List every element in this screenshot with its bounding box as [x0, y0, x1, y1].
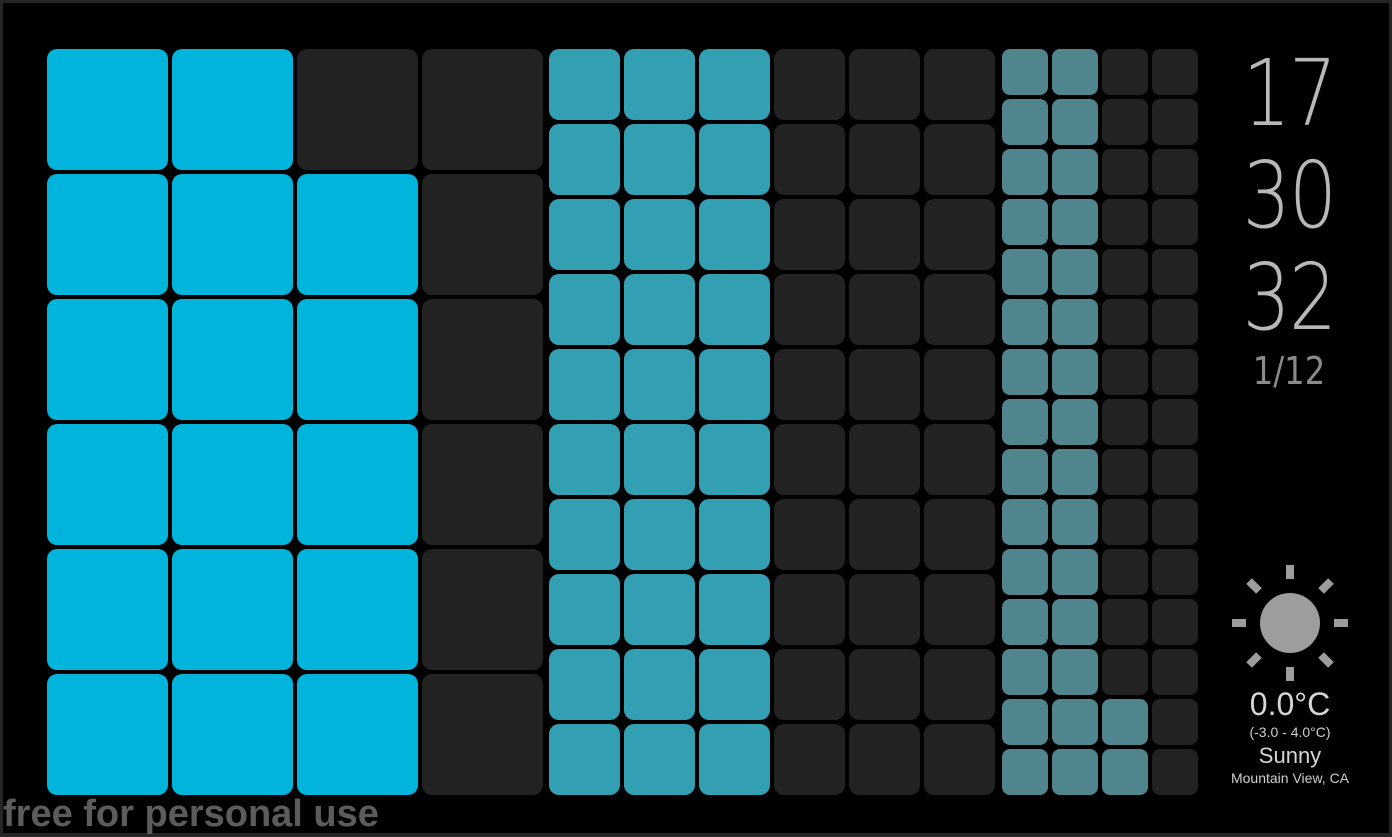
minute-cell — [699, 124, 770, 195]
hour-cell — [172, 424, 293, 545]
second-cell — [1152, 49, 1198, 95]
second-cell — [1152, 749, 1198, 795]
hour-cell — [172, 674, 293, 795]
second-cell — [1102, 449, 1148, 495]
hour-cell — [297, 549, 418, 670]
second-cell — [1152, 549, 1198, 595]
minute-cell — [624, 124, 695, 195]
second-cell — [1152, 249, 1198, 295]
minute-cell — [624, 424, 695, 495]
weather-range: (-3.0 - 4.0°C) — [1249, 724, 1331, 740]
minute-cell — [624, 724, 695, 795]
second-cell — [1152, 149, 1198, 195]
minute-cell — [924, 499, 995, 570]
minute-cell — [699, 499, 770, 570]
clock-minute: 30 — [1242, 142, 1336, 249]
second-cell — [1152, 299, 1198, 345]
minute-cell — [549, 274, 620, 345]
second-cell — [1052, 649, 1098, 695]
hour-cell — [422, 49, 543, 170]
hour-cell — [47, 49, 168, 170]
minute-cell — [624, 199, 695, 270]
second-cell — [1102, 399, 1148, 445]
second-cell — [1052, 549, 1098, 595]
minute-cell — [699, 349, 770, 420]
clock-date: 1/12 — [1252, 349, 1326, 393]
minute-cell — [849, 499, 920, 570]
minute-cell — [774, 49, 845, 120]
minute-cell — [924, 349, 995, 420]
sun-icon — [1230, 563, 1350, 683]
minute-cell — [849, 349, 920, 420]
minute-cell — [624, 274, 695, 345]
minute-cell — [549, 724, 620, 795]
minute-cell — [924, 574, 995, 645]
second-cell — [1002, 549, 1048, 595]
second-cell — [1102, 349, 1148, 395]
hour-cell — [297, 299, 418, 420]
second-cell — [1102, 199, 1148, 245]
minute-cell — [699, 574, 770, 645]
minute-cell — [924, 649, 995, 720]
clock-second: 32 — [1242, 244, 1336, 351]
second-cell — [1052, 49, 1098, 95]
second-cell — [1052, 399, 1098, 445]
minute-cell — [549, 649, 620, 720]
hour-cell — [172, 174, 293, 295]
minute-cell — [924, 124, 995, 195]
second-cell — [1102, 599, 1148, 645]
second-cell — [1002, 449, 1048, 495]
second-cell — [1002, 749, 1048, 795]
weather-temperature: 0.0°C — [1249, 686, 1331, 722]
second-cell — [1102, 699, 1148, 745]
second-cell — [1102, 149, 1148, 195]
minute-cell — [774, 199, 845, 270]
second-cell — [1002, 349, 1048, 395]
second-cell — [1002, 149, 1048, 195]
weather-panel — [1209, 563, 1371, 787]
minute-cell — [699, 424, 770, 495]
second-cell — [1052, 149, 1098, 195]
second-cell — [1152, 449, 1198, 495]
minute-cell — [699, 274, 770, 345]
second-cell — [1052, 299, 1098, 345]
minute-cell — [849, 49, 920, 120]
minute-cell — [924, 274, 995, 345]
weather-condition: Sunny — [1258, 743, 1322, 768]
hour-cell — [422, 674, 543, 795]
second-cell — [1102, 749, 1148, 795]
minute-cell — [549, 49, 620, 120]
hour-cell — [297, 424, 418, 545]
hour-cell — [297, 174, 418, 295]
minute-cell — [624, 499, 695, 570]
second-cell — [1102, 299, 1148, 345]
second-cell — [1052, 99, 1098, 145]
second-cell — [1002, 199, 1048, 245]
minute-cell — [849, 649, 920, 720]
minute-cell — [774, 499, 845, 570]
minute-cell — [924, 199, 995, 270]
second-cell — [1102, 49, 1148, 95]
second-cell — [1152, 499, 1198, 545]
minute-cell — [849, 124, 920, 195]
minute-cell — [849, 199, 920, 270]
minute-cell — [849, 274, 920, 345]
minute-cell — [924, 724, 995, 795]
hour-cell — [47, 174, 168, 295]
second-cell — [1102, 549, 1148, 595]
weather-location: Mountain View, CA — [1230, 770, 1350, 786]
minute-cell — [774, 424, 845, 495]
second-cell — [1002, 49, 1048, 95]
second-cell — [1152, 699, 1198, 745]
minute-cell — [624, 649, 695, 720]
second-cell — [1102, 649, 1148, 695]
second-cell — [1052, 599, 1098, 645]
second-cell — [1052, 699, 1098, 745]
minute-cell — [774, 649, 845, 720]
hour-cell — [47, 299, 168, 420]
minute-cell — [774, 124, 845, 195]
second-cell — [1002, 699, 1048, 745]
hour-cell — [172, 549, 293, 670]
second-cell — [1102, 99, 1148, 145]
second-cell — [1102, 499, 1148, 545]
hour-cell — [422, 549, 543, 670]
watermark-text: free for personal use — [3, 793, 379, 835]
minute-cell — [849, 424, 920, 495]
minute-cell — [849, 574, 920, 645]
hour-cell — [297, 49, 418, 170]
hour-cell — [297, 674, 418, 795]
second-cell — [1002, 599, 1048, 645]
hour-cell — [172, 49, 293, 170]
second-cell — [1102, 249, 1148, 295]
hour-cell — [47, 549, 168, 670]
minute-cell — [549, 574, 620, 645]
second-cell — [1002, 499, 1048, 545]
minute-cell — [624, 49, 695, 120]
second-cell — [1152, 599, 1198, 645]
hour-cell — [47, 424, 168, 545]
minute-cell — [549, 424, 620, 495]
second-cell — [1002, 99, 1048, 145]
hour-cell — [47, 674, 168, 795]
minute-cell — [774, 349, 845, 420]
second-cell — [1002, 399, 1048, 445]
minute-cell — [774, 274, 845, 345]
minute-cell — [849, 724, 920, 795]
minute-cell — [699, 649, 770, 720]
minute-cell — [924, 424, 995, 495]
hour-cell — [422, 299, 543, 420]
second-cell — [1152, 99, 1198, 145]
second-cell — [1002, 649, 1048, 695]
hour-cell — [172, 299, 293, 420]
second-cell — [1052, 749, 1098, 795]
minute-cell — [549, 499, 620, 570]
digital-clock — [1209, 40, 1369, 393]
second-cell — [1152, 399, 1198, 445]
second-cell — [1052, 449, 1098, 495]
second-cell — [1052, 499, 1098, 545]
second-cell — [1152, 349, 1198, 395]
second-cell — [1152, 649, 1198, 695]
hour-cell — [422, 174, 543, 295]
clock-hour: 17 — [1242, 40, 1336, 147]
minute-cell — [624, 349, 695, 420]
second-cell — [1002, 299, 1048, 345]
minute-cell — [549, 199, 620, 270]
second-cell — [1002, 249, 1048, 295]
minute-cell — [774, 724, 845, 795]
minute-cell — [624, 574, 695, 645]
minute-cell — [699, 49, 770, 120]
minute-cell — [699, 199, 770, 270]
minute-cell — [699, 724, 770, 795]
hour-cell — [422, 424, 543, 545]
minute-cell — [774, 574, 845, 645]
second-cell — [1052, 349, 1098, 395]
minute-cell — [924, 49, 995, 120]
second-cell — [1052, 199, 1098, 245]
second-cell — [1052, 249, 1098, 295]
minute-cell — [549, 349, 620, 420]
minute-cell — [549, 124, 620, 195]
second-cell — [1152, 199, 1198, 245]
